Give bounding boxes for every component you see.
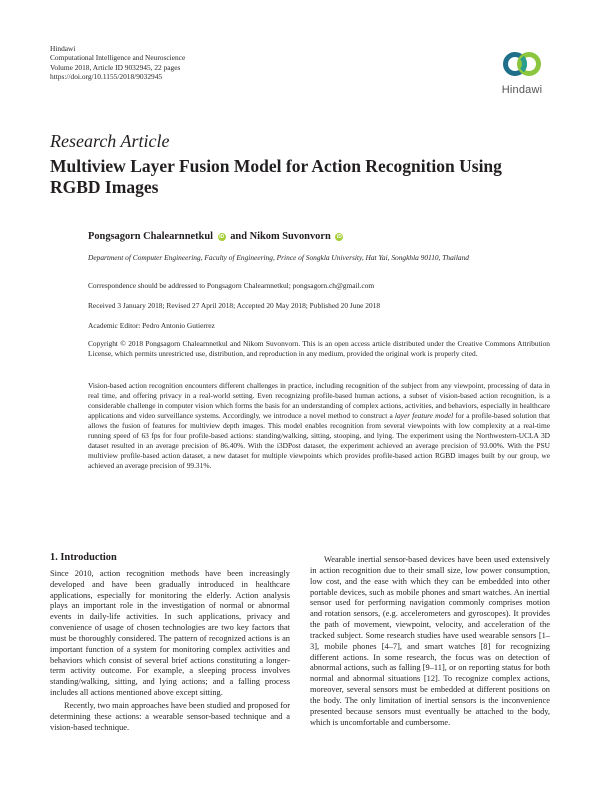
doi-link[interactable]: https://doi.org/10.1155/2018/9032945 (50, 72, 163, 82)
academic-editor: Academic Editor: Pedro Antonio Gutierrez (88, 321, 215, 330)
body-paragraph: Recently, two main approaches have been studied and proposed for determining these actions: a wearable sensor-based technique and a vision-based technique. (50, 700, 290, 732)
logo-wordmark: Hindawi (501, 84, 543, 96)
publisher-name: Hindawi (50, 44, 76, 53)
abstract-emphasis: layer feature model (394, 411, 454, 421)
journal-name: Computational Intelligence and Neuroscience (50, 53, 186, 63)
orcid-icon[interactable]: iD (336, 234, 342, 240)
correspondence: Correspondence should be addressed to Pongsagorn Chalearnnetkul; pongsagorn.ch@gmail.com (88, 281, 375, 290)
author-connector: and (230, 231, 247, 242)
body-column-right (310, 555, 550, 729)
publication-dates: Received 3 January 2018; Revised 27 April 2018; Accepted 20 May 2018; Published 20 June 2018 (88, 301, 381, 310)
hindawi-logo (496, 45, 548, 105)
copyright-notice: Copyright © 2018 Pongsagorn Chalearnnetkul and Nikom Suvonvorn. This is an open access article distributed under the Creative Commons Attribution License, which permits unrestricted use, distribution, and reproduction in any medium, provided the original work is properly cited. (88, 339, 550, 358)
article-title: Multiview Layer Fusion Model for Action Recognition Using RGBD Images (50, 156, 502, 197)
abstract-part-1: Vision-based action recognition encounters different challenges in practice, including recognition of the subject from any viewpoint, processing of data in real time, and offering privacy in a real-world setting. Even recognizing profile-based human actions, a subset of vision-based action recognition, is a considerable challenge in computer vision which forms the basis for an understanding of complex actions, activities, and behaviors, especially in healthcare applications and video surveillance systems. Accordingly, we introduce a novel method to construct a (88, 381, 550, 421)
body-column-left (50, 553, 290, 734)
affiliation: Department of Computer Engineering, Faculty of Engineering, Prince of Songkla University, Hat Yai, Songkhla 90110, Thailand (88, 253, 469, 262)
hindawi-rings-icon (502, 45, 542, 83)
author-list (88, 231, 345, 242)
body-paragraph: Wearable inertial sensor-based devices have been used extensively in action recognition due to their small size, low power consumption, low cost, and the ease with which they can be embedded into other portable devices, such as mobile phones and smart watches. An inertial sensor used for performing navigation commonly comprises motion and rotation sensors, (e.g. accelerometers and gyroscopes). It provides the path of movement, viewpoint, velocity, and acceleration of the tracked subject. Some research studies have used wearable sensors [1–3], mobile phones [4–7], and smart watches [8] for recognizing different actions. In some research, the focus was on detection of abnormal actions, such as falling [9–11], or on reporting status for both normal and abnormal situations [12]. To recognize complex actions, moreover, several sensors must be embedded at different positions on the body. The only limitation of inertial sensors is the inconvenience presented because sensors must eventually be attached to the body, which is uncomfortable and cumbersome. (310, 555, 550, 727)
volume-line: Volume 2018, Article ID 9032945, 22 pages (50, 62, 181, 72)
author-first: Pongsagorn Chalearnnetkul (88, 231, 213, 242)
body-paragraph: Since 2010, action recognition methods have been increasingly developed and have been gradually introduced in healthcare applications, especially for monitoring the elderly. Action analysis plays an important role in the investigation of normal or abnormal events in daily-life activities. In such applications, privacy and convenience of usage of chosen technologies are two key factors that must be thoroughly considered. The pattern of recognized actions is an important function of a system for monitoring complex activities and behaviors which consist of several brief actions constituting a longer-term activity outcome. For example, a sleeping process involves standing/walking, sitting, and lying actions; and a falling process includes all actions mentioned above except sitting. (50, 568, 290, 698)
article-type: Research Article (50, 131, 170, 151)
section-heading-introduction: 1. Introduction (50, 552, 117, 563)
orcid-icon[interactable]: iD (219, 234, 225, 240)
author-second: Nikom Suvonvorn (249, 231, 331, 242)
journal-masthead (50, 44, 185, 82)
abstract (88, 381, 550, 471)
abstract-part-2: for a profile-based solution that allows the fusion of features for multiview depth images. This model enables recognition from several viewpoints with low complexity at a real-time running speed of 63 fps for four profile-based actions: standing/walking, sitting, stooping, and lying. The experiment using the Northwestern-UCLA 3D dataset resulted in an average precision of 86.40%. With the i3DPost dataset, the experiment achieved an average precision of 93.00%. With the PSU multiview profile-based action dataset, a new dataset for multiple viewpoints which provides profile-based action RGBD images built by our group, we achieved an average precision of 99.31%. (88, 411, 551, 471)
